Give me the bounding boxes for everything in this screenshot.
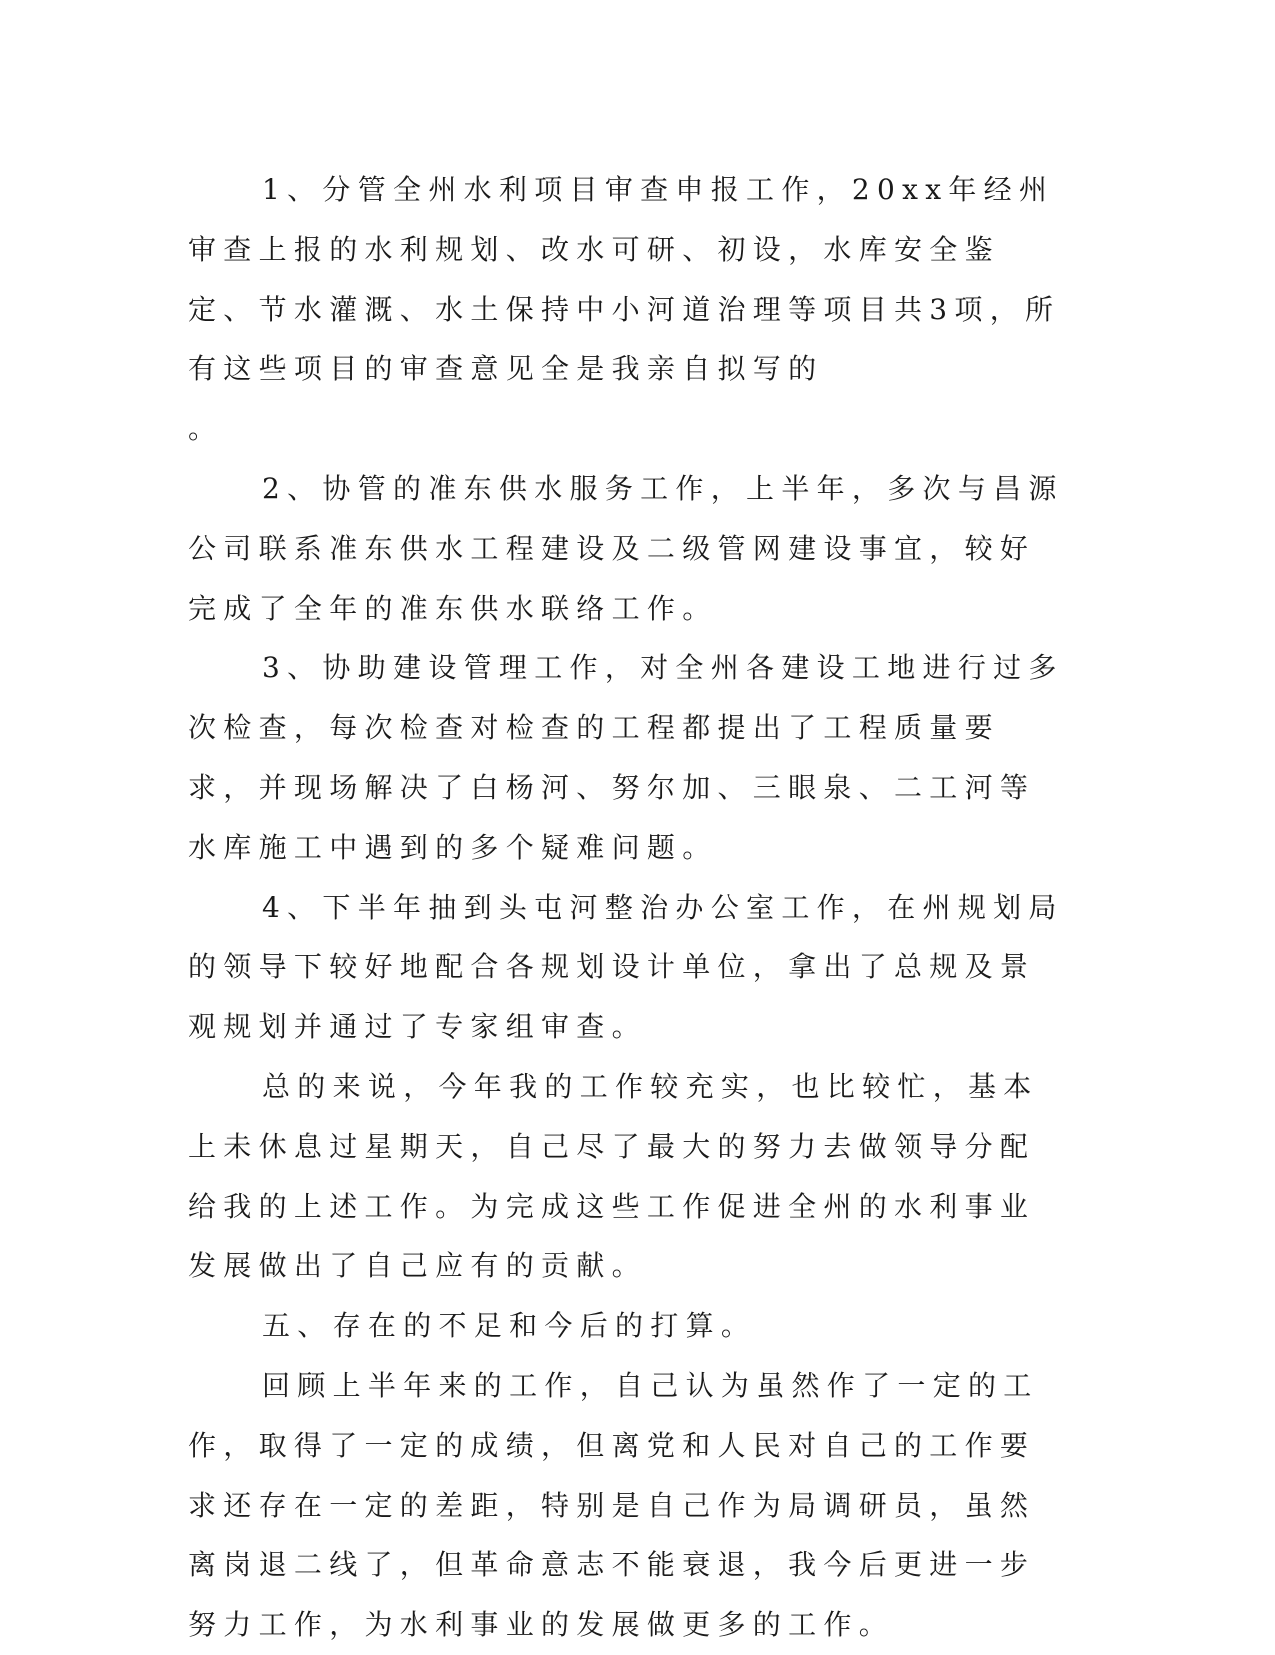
section-heading-five: 五、存在的不足和今后的打算。 [262,1309,757,1343]
paragraph-item-3: 3、协助建设管理工作，对全州各建设工地进行过多次检查，每次检查对检查的工程都提出了工程质量要求，并现场解决了白杨河、努尔加、三眼泉、二工河等水库施工中遇到的多个疑难问题。 [188,651,1064,864]
paragraph-summary: 总的来说，今年我的工作较充实，也比较忙，基本上未休息过星期天，自己尽了最大的努力去做领导分配给我的上述工作。为完成这些工作促进全州的水利事业发展做出了自己应有的贡献。 [188,1069,1039,1283]
document-body [188,160,1068,1655]
paragraph-item-2: 2、协管的准东供水服务工作，上半年，多次与昌源公司联系准东供水工程建设及二级管网建设事宜，较好完成了全年的准东供水联络工作。 [188,471,1064,625]
paragraph-item-4: 4、下半年抽到头屯河整治办公室工作，在州规划局的领导下较好地配合各规划设计单位，拿出了总规及景观规划并通过了专家组审查。 [188,890,1064,1044]
paragraph-item-1-continuation: 。 [188,412,224,446]
paragraph-item-1: 1、分管全州水利项目审查申报工作，20xx年经州审查上报的水利规划、改水可研、初设，水库安全鉴定、节水灌溉、水土保持中小河道治理等项目共3项，所有这些项目的审查意见全是我亲自拟写的 [188,173,1061,386]
paragraph-review: 回顾上半年来的工作，自己认为虽然作了一定的工作，取得了一定的成绩，但离党和人民对自己的工作要求还存在一定的差距，特别是自己作为局调研员，虽然离岗退二线了，但革命意志不能衰退，我今后更进一步努力工作，为水利事业的发展做更多的工作。 [188,1368,1039,1642]
